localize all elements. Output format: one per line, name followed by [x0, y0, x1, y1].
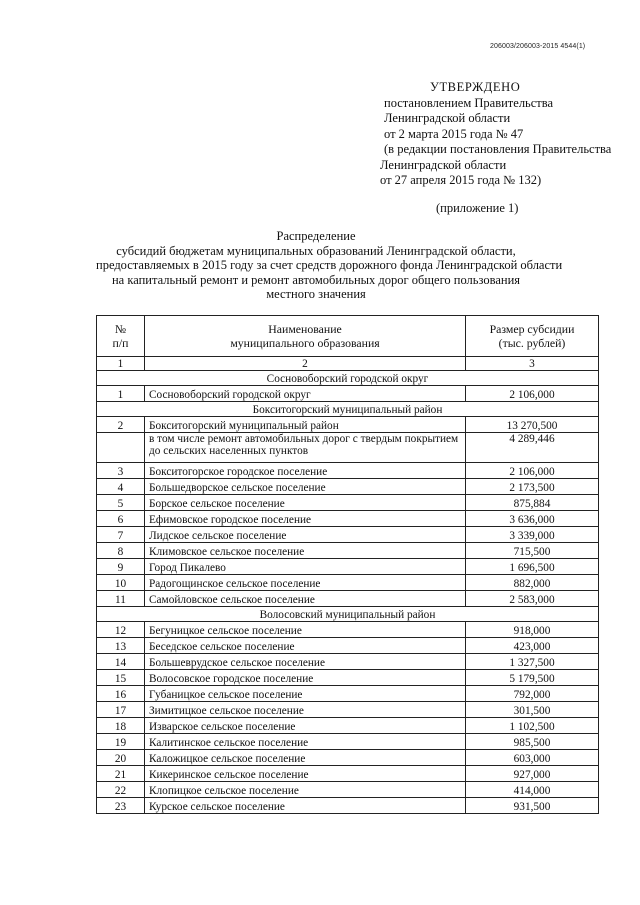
row-value-cell: 985,500	[466, 734, 599, 750]
title-line: Распределение	[276, 229, 356, 243]
table-row	[97, 575, 599, 591]
row-name-cell: Климовское сельское поселение	[145, 543, 466, 559]
row-value-cell: 1 327,500	[466, 654, 599, 670]
row-name-cell: Самойловское сельское поселение	[145, 591, 466, 607]
table-row	[97, 798, 599, 814]
table-row	[97, 527, 599, 543]
row-name-cell: Изварское сельское поселение	[145, 718, 466, 734]
index-cell: 3	[466, 357, 599, 371]
row-number-cell: 18	[97, 718, 145, 734]
row-value-cell: 414,000	[466, 782, 599, 798]
row-value-cell: 882,000	[466, 575, 599, 591]
approval-line: постановлением Правительства	[384, 95, 554, 110]
table-row	[97, 686, 599, 702]
section-title: Бокситогорский муниципальный район	[97, 402, 599, 417]
row-number-cell: 7	[97, 527, 145, 543]
row-name-cell: Борское сельское поселение	[145, 495, 466, 511]
row-name-cell: Бокситогорский муниципальный район	[145, 417, 466, 433]
title-line: на капитальный ремонт и ремонт автомобильных дорог общего пользования	[111, 272, 521, 287]
table-section-row	[97, 607, 599, 622]
row-number-cell: 6	[97, 511, 145, 527]
subsidy-table	[96, 315, 599, 814]
row-number-cell: 2	[97, 417, 145, 433]
row-value-cell: 2 106,000	[466, 463, 599, 479]
row-value-cell: 5 179,500	[466, 670, 599, 686]
document-title	[96, 229, 563, 302]
row-number-cell: 21	[97, 766, 145, 782]
row-name-cell: в том числе ремонт автомобильных дорог с твердым покрытием до сельских населенных пунктов	[145, 433, 466, 463]
row-name-cell: Город Пикалево	[145, 559, 466, 575]
row-name-cell: Курское сельское поселение	[145, 798, 466, 814]
row-name-cell: Бегуницкое сельское поселение	[145, 622, 466, 638]
section-title: Сосновоборский городской округ	[97, 371, 599, 386]
row-value-cell: 931,500	[466, 798, 599, 814]
row-name-cell: Ефимовское городское поселение	[145, 511, 466, 527]
table-row	[97, 433, 599, 463]
row-name-cell: Волосовское городское поселение	[145, 670, 466, 686]
row-name-cell: Сосновоборский городской округ	[145, 386, 466, 402]
row-name-cell: Радогощинское сельское поселение	[145, 575, 466, 591]
row-value-cell: 2 583,000	[466, 591, 599, 607]
row-number-cell: 5	[97, 495, 145, 511]
table-row	[97, 622, 599, 638]
table-row	[97, 479, 599, 495]
table-header-row	[97, 316, 599, 357]
row-name-cell: Кикеринское сельское поселение	[145, 766, 466, 782]
row-number-cell: 13	[97, 638, 145, 654]
header-value-line: Размер субсидии	[489, 322, 575, 336]
table-row	[97, 511, 599, 527]
table-row	[97, 750, 599, 766]
table-section-row	[97, 371, 599, 386]
document-id: 206003/206003-2015 4544(1)	[490, 43, 586, 50]
row-name-cell: Лидское сельское поселение	[145, 527, 466, 543]
header-num-line: п/п	[112, 336, 129, 350]
header-num-line: №	[114, 322, 127, 336]
table-row	[97, 702, 599, 718]
approval-line: Ленинградской области	[384, 111, 511, 125]
row-name-cell: Бокситогорское городское поселение	[145, 463, 466, 479]
row-value-cell: 875,884	[466, 495, 599, 511]
table-row	[97, 591, 599, 607]
row-value-cell: 918,000	[466, 622, 599, 638]
row-number-cell: 12	[97, 622, 145, 638]
row-number-cell: 17	[97, 702, 145, 718]
row-number-cell: 14	[97, 654, 145, 670]
row-number-cell	[97, 433, 145, 463]
section-title: Волосовский муниципальный район	[97, 607, 599, 622]
table-row	[97, 670, 599, 686]
row-name-cell: Большеврудское сельское поселение	[145, 654, 466, 670]
row-value-cell: 927,000	[466, 766, 599, 782]
table-row	[97, 766, 599, 782]
row-number-cell: 8	[97, 543, 145, 559]
table-row	[97, 638, 599, 654]
table-row	[97, 386, 599, 402]
approval-line: Ленинградской области	[380, 157, 507, 172]
row-number-cell: 22	[97, 782, 145, 798]
table-row	[97, 559, 599, 575]
table-row	[97, 417, 599, 433]
row-name-cell: Беседское сельское поселение	[145, 638, 466, 654]
approval-title: УТВЕРЖДЕНО	[430, 80, 521, 94]
row-name-cell: Калитинское сельское поселение	[145, 734, 466, 750]
row-value-cell: 1 102,500	[466, 718, 599, 734]
row-value-cell: 1 696,500	[466, 559, 599, 575]
header-name	[145, 316, 466, 357]
row-value-cell: 2 173,500	[466, 479, 599, 495]
approval-line: от 2 марта 2015 года № 47	[384, 126, 524, 141]
row-name-cell: Каложицкое сельское поселение	[145, 750, 466, 766]
table-row	[97, 495, 599, 511]
header-value	[466, 316, 599, 357]
row-number-cell: 3	[97, 463, 145, 479]
row-value-cell: 792,000	[466, 686, 599, 702]
row-number-cell: 4	[97, 479, 145, 495]
header-value-line: (тыс. рублей)	[498, 336, 566, 350]
approval-line: от 27 апреля 2015 года № 132)	[380, 173, 542, 187]
row-name-cell: Большедворское сельское поселение	[145, 479, 466, 495]
header-name-line: муниципального образования	[230, 336, 380, 350]
approval-block	[378, 80, 640, 189]
row-number-cell: 9	[97, 559, 145, 575]
table-section-row	[97, 402, 599, 417]
table-row	[97, 543, 599, 559]
row-number-cell: 11	[97, 591, 145, 607]
header-num	[97, 316, 145, 357]
row-number-cell: 20	[97, 750, 145, 766]
row-name-cell: Губаницкое сельское поселение	[145, 686, 466, 702]
index-cell: 2	[145, 357, 466, 371]
title-line: местного значения	[266, 287, 366, 302]
table-row	[97, 782, 599, 798]
appendix-label: (приложение 1)	[436, 201, 519, 215]
row-number-cell: 10	[97, 575, 145, 591]
column-index-row	[97, 357, 599, 371]
row-name-cell: Зимитицкое сельское поселение	[145, 702, 466, 718]
approval-line: (в редакции постановления Правительства	[384, 142, 612, 156]
row-value-cell: 3 636,000	[466, 511, 599, 527]
header-name-line: Наименование	[268, 322, 342, 336]
row-value-cell: 301,500	[466, 702, 599, 718]
row-number-cell: 16	[97, 686, 145, 702]
row-value-cell: 13 270,500	[466, 417, 599, 433]
table-row	[97, 654, 599, 670]
row-value-cell: 603,000	[466, 750, 599, 766]
table-row	[97, 734, 599, 750]
table-row	[97, 718, 599, 734]
row-number-cell: 1	[97, 386, 145, 402]
row-value-cell: 2 106,000	[466, 386, 599, 402]
row-number-cell: 19	[97, 734, 145, 750]
row-value-cell: 4 289,446	[466, 433, 599, 463]
row-value-cell: 715,500	[466, 543, 599, 559]
row-name-cell: Клопицкое сельское поселение	[145, 782, 466, 798]
row-number-cell: 23	[97, 798, 145, 814]
title-line: предоставляемых в 2015 году за счет средств дорожного фонда Ленинградской области	[96, 258, 563, 273]
row-number-cell: 15	[97, 670, 145, 686]
title-line: субсидий бюджетам муниципальных образований Ленинградской области,	[116, 243, 516, 258]
table-row	[97, 463, 599, 479]
row-value-cell: 3 339,000	[466, 527, 599, 543]
index-cell: 1	[97, 357, 145, 371]
row-value-cell: 423,000	[466, 638, 599, 654]
